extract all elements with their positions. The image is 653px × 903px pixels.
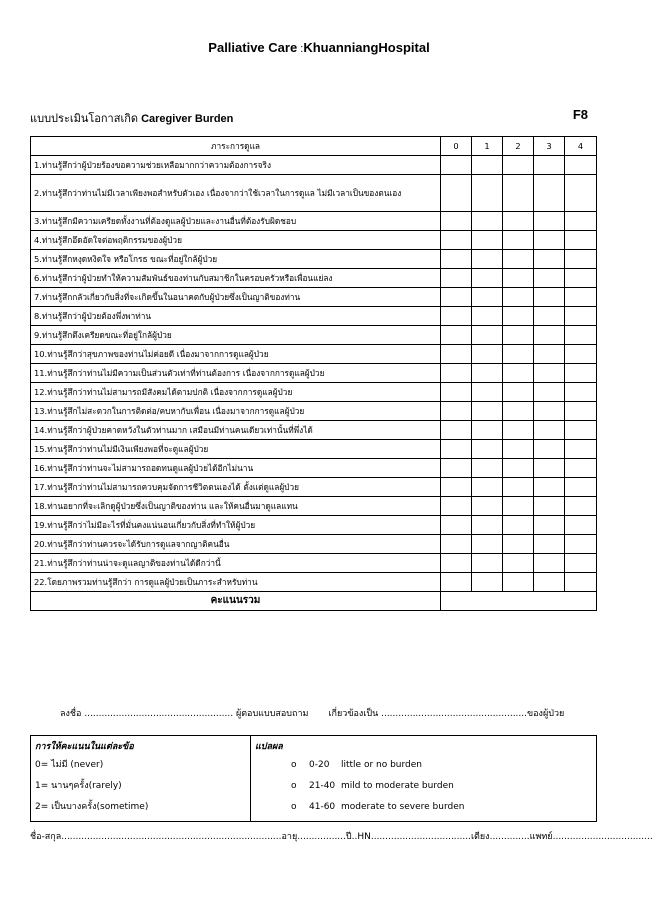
score-cell-0[interactable] bbox=[441, 326, 472, 345]
table-row bbox=[31, 212, 597, 231]
form-title-th: แบบประเมินโอกาสเกิด bbox=[30, 113, 142, 125]
scoring-item bbox=[35, 776, 246, 797]
table-row bbox=[31, 364, 597, 383]
scoring-en: (rarely) bbox=[88, 781, 122, 791]
interpretation-title: แปลผล bbox=[255, 742, 283, 752]
score-cell-3[interactable] bbox=[534, 421, 565, 440]
scoring-item bbox=[35, 797, 246, 818]
title-hospital: KhuanniangHospital bbox=[303, 40, 430, 55]
sign-role: ผู้ตอบแบบสอบถาม bbox=[233, 709, 309, 719]
score-cell-1[interactable] bbox=[472, 573, 503, 592]
score-cell-3[interactable] bbox=[534, 516, 565, 535]
table-row bbox=[31, 402, 597, 421]
question-text: 19.ท่านรู้สึกว่าไม่มีอะไรที่มั่นคงแน่นอนเกี่ยวกับสิ่งที่ทำให้ผู้ป่วย bbox=[31, 516, 441, 535]
score-cell-2[interactable] bbox=[503, 383, 534, 402]
question-text: 12.ท่านรู้สึกว่าท่านไม่สามารถมีสังคมได้ตามปกติ เนื่องจากการดูแลผู้ป่วย bbox=[31, 383, 441, 402]
score-cell-3[interactable] bbox=[534, 175, 565, 212]
score-cell-0[interactable] bbox=[441, 288, 472, 307]
score-cell-2[interactable] bbox=[503, 345, 534, 364]
score-cell-1[interactable] bbox=[472, 421, 503, 440]
table-row bbox=[31, 250, 597, 269]
question-text: 7.ท่านรู้สึกกลัวเกี่ยวกับสิ่งที่จะเกิดขึ้นในอนาคตกับผู้ป่วยซึ่งเป็นญาติของท่าน bbox=[31, 288, 441, 307]
score-cell-3[interactable] bbox=[534, 326, 565, 345]
interpretation-list bbox=[255, 755, 592, 818]
score-cell-4[interactable] bbox=[565, 535, 597, 554]
question-text: 2.ท่านรู้สึกว่าท่านไม่มีเวลาเพียงพอสำหรับตัวเอง เนื่องจากว่าใช้เวลาในการดูแล ไม่มีเวลาเป็นของตนเอง bbox=[31, 175, 441, 212]
score-cell-1[interactable] bbox=[472, 459, 503, 478]
table-row bbox=[31, 535, 597, 554]
sign-label: ลงชื่อ bbox=[60, 709, 82, 719]
score-cell-3[interactable] bbox=[534, 231, 565, 250]
score-cell-1[interactable] bbox=[472, 364, 503, 383]
score-cell-0[interactable] bbox=[441, 175, 472, 212]
score-cell-0[interactable] bbox=[441, 497, 472, 516]
interpretation-desc: mild to moderate burden bbox=[341, 781, 454, 791]
interpretation-desc: moderate to severe burden bbox=[341, 802, 465, 812]
caregiver-burden-table bbox=[30, 136, 597, 611]
score-header-3: 3 bbox=[534, 137, 565, 156]
bed-field[interactable]: .............. bbox=[489, 832, 530, 842]
score-cell-4[interactable] bbox=[565, 573, 597, 592]
table-row bbox=[31, 554, 597, 573]
score-cell-4[interactable] bbox=[565, 212, 597, 231]
score-cell-4[interactable] bbox=[565, 326, 597, 345]
score-cell-2[interactable] bbox=[503, 269, 534, 288]
table-row bbox=[31, 231, 597, 250]
score-cell-3[interactable] bbox=[534, 269, 565, 288]
score-cell-0[interactable] bbox=[441, 421, 472, 440]
scoring-title: การให้คะแนนในแต่ละข้อ bbox=[35, 742, 134, 752]
score-cell-0[interactable] bbox=[441, 402, 472, 421]
score-cell-3[interactable] bbox=[534, 554, 565, 573]
score-cell-1[interactable] bbox=[472, 231, 503, 250]
score-cell-0[interactable] bbox=[441, 383, 472, 402]
interpretation-desc: little or no burden bbox=[341, 760, 423, 770]
score-cell-4[interactable] bbox=[565, 478, 597, 497]
score-cell-3[interactable] bbox=[534, 402, 565, 421]
score-cell-2[interactable] bbox=[503, 364, 534, 383]
score-cell-3[interactable] bbox=[534, 156, 565, 175]
score-cell-2[interactable] bbox=[503, 326, 534, 345]
hn-label: ..HN bbox=[351, 832, 371, 842]
score-cell-3[interactable] bbox=[534, 212, 565, 231]
score-cell-3[interactable] bbox=[534, 440, 565, 459]
legend-table bbox=[30, 735, 597, 822]
interpretation-item bbox=[255, 797, 592, 818]
score-cell-0[interactable] bbox=[441, 535, 472, 554]
score-cell-1[interactable] bbox=[472, 345, 503, 364]
score-cell-3[interactable] bbox=[534, 307, 565, 326]
score-cell-1[interactable] bbox=[472, 478, 503, 497]
year-label: ปี bbox=[345, 832, 352, 842]
score-cell-3[interactable] bbox=[534, 250, 565, 269]
score-cell-4[interactable] bbox=[565, 383, 597, 402]
interpretation-range: 0-20 bbox=[309, 760, 330, 770]
score-header-4: 4 bbox=[565, 137, 597, 156]
interpretation-bullet: o bbox=[291, 760, 297, 770]
score-cell-1[interactable] bbox=[472, 326, 503, 345]
question-text: 17.ท่านรู้สึกว่าท่านไม่สามารถควบคุมจัดการชีวิตตนเองได้ ตั้งแต่ดูแลผู้ป่วย bbox=[31, 478, 441, 497]
bed-label: เตียง bbox=[470, 832, 490, 842]
items-body bbox=[31, 156, 597, 592]
table-row bbox=[31, 156, 597, 175]
score-cell-3[interactable] bbox=[534, 345, 565, 364]
question-text: 16.ท่านรู้สึกว่าท่านจะไม่สามารถอดทนดูแลผู้ป่วยได้อีกไม่นาน bbox=[31, 459, 441, 478]
score-cell-4[interactable] bbox=[565, 250, 597, 269]
score-cell-4[interactable] bbox=[565, 459, 597, 478]
table-row bbox=[31, 383, 597, 402]
scoring-en: (sometime) bbox=[96, 802, 149, 812]
score-cell-1[interactable] bbox=[472, 440, 503, 459]
score-cell-1[interactable] bbox=[472, 383, 503, 402]
table-row bbox=[31, 345, 597, 364]
table-row bbox=[31, 497, 597, 516]
score-cell-4[interactable] bbox=[565, 554, 597, 573]
score-cell-2[interactable] bbox=[503, 459, 534, 478]
score-cell-0[interactable] bbox=[441, 212, 472, 231]
score-cell-2[interactable] bbox=[503, 554, 534, 573]
score-cell-0[interactable] bbox=[441, 478, 472, 497]
score-cell-1[interactable] bbox=[472, 554, 503, 573]
form-heading bbox=[30, 109, 610, 127]
interpretation-range: 41-60 bbox=[309, 802, 336, 812]
scoring-th: นานๆครั้ง bbox=[48, 781, 89, 791]
score-cell-1[interactable] bbox=[472, 535, 503, 554]
score-cell-0[interactable] bbox=[441, 573, 472, 592]
score-cell-0[interactable] bbox=[441, 250, 472, 269]
interpretation-range: 21-40 bbox=[309, 781, 336, 791]
score-header-2: 2 bbox=[503, 137, 534, 156]
score-cell-4[interactable] bbox=[565, 175, 597, 212]
table-header-row bbox=[31, 137, 597, 156]
score-cell-1[interactable] bbox=[472, 156, 503, 175]
table-row bbox=[31, 421, 597, 440]
question-text: 3.ท่านรู้สึกมีความเครียดทั้งงานที่ต้องดูแลผู้ป่วยและงานอื่นที่ต้องรับผิดชอบ bbox=[31, 212, 441, 231]
doctor-field[interactable]: ................................... bbox=[552, 832, 653, 842]
question-text: 21.ท่านรู้สึกว่าท่านน่าจะดูแลญาติของท่านได้ดีกว่านี้ bbox=[31, 554, 441, 573]
question-text: 14.ท่านรู้สึกว่าผู้ป่วยคาดหวังในตัวท่านมาก เสมือนมีท่านคนเดียวเท่านั้นที่พึ่งได้ bbox=[31, 421, 441, 440]
scoring-legend bbox=[31, 736, 251, 822]
score-cell-2[interactable] bbox=[503, 250, 534, 269]
question-text: 13.ท่านรู้สึกไม่สะดวกในการติดต่อ/คบหากับเพื่อน เนื่องมาจากการดูแลผู้ป่วย bbox=[31, 402, 441, 421]
question-text: 11.ท่านรู้สึกว่าท่านไม่มีความเป็นส่วนตัวเท่าที่ท่านต้องการ เนื่องจากการดูแลผู้ป่วย bbox=[31, 364, 441, 383]
score-cell-2[interactable] bbox=[503, 307, 534, 326]
score-cell-0[interactable] bbox=[441, 459, 472, 478]
interpretation-bullet: o bbox=[291, 802, 297, 812]
score-cell-4[interactable] bbox=[565, 402, 597, 421]
score-cell-0[interactable] bbox=[441, 269, 472, 288]
score-cell-3[interactable] bbox=[534, 364, 565, 383]
score-cell-1[interactable] bbox=[472, 516, 503, 535]
question-text: 22.โดยภาพรวมท่านรู้สึกว่า การดูแลผู้ป่วยเป็นภาระสำหรับท่าน bbox=[31, 573, 441, 592]
score-cell-1[interactable] bbox=[472, 307, 503, 326]
score-cell-3[interactable] bbox=[534, 535, 565, 554]
score-cell-2[interactable] bbox=[503, 535, 534, 554]
signature-line bbox=[60, 706, 564, 720]
relation-field[interactable]: ................................................... bbox=[378, 709, 527, 719]
page-title bbox=[0, 40, 638, 55]
table-row bbox=[31, 288, 597, 307]
question-text: 9.ท่านรู้สึกตึงเครียดขณะที่อยู่ใกล้ผู้ป่วย bbox=[31, 326, 441, 345]
form-title-en: Caregiver Burden bbox=[141, 113, 234, 125]
scoring-score: 0= bbox=[35, 760, 49, 770]
score-cell-4[interactable] bbox=[565, 497, 597, 516]
question-text: 10.ท่านรู้สึกว่าสุขภาพของท่านไม่ค่อยดี เนื่องมาจากการดูแลผู้ป่วย bbox=[31, 345, 441, 364]
score-cell-0[interactable] bbox=[441, 156, 472, 175]
doctor-label: แพทย์ bbox=[529, 832, 553, 842]
score-cell-3[interactable] bbox=[534, 478, 565, 497]
scoring-list bbox=[35, 755, 246, 818]
score-cell-3[interactable] bbox=[534, 459, 565, 478]
table-row bbox=[31, 478, 597, 497]
scoring-score: 1= bbox=[35, 781, 49, 791]
title-main: Palliative Care bbox=[208, 40, 298, 55]
sign-name-field[interactable]: .................................................... bbox=[84, 709, 234, 719]
form-code: F8 bbox=[572, 107, 588, 122]
score-cell-1[interactable] bbox=[472, 497, 503, 516]
relation-label: เกี่ยวข้องเป็น bbox=[328, 709, 379, 719]
score-cell-2[interactable] bbox=[503, 573, 534, 592]
table-row bbox=[31, 440, 597, 459]
score-cell-4[interactable] bbox=[565, 440, 597, 459]
patient-name-label: ชื่อ-สกุล bbox=[30, 832, 62, 842]
table-row bbox=[31, 459, 597, 478]
scoring-score: 2= bbox=[35, 802, 49, 812]
total-score-cell[interactable] bbox=[441, 592, 597, 611]
score-cell-1[interactable] bbox=[472, 175, 503, 212]
interpretation-legend bbox=[251, 736, 597, 822]
scoring-th: ไม่มี bbox=[48, 760, 68, 770]
score-cell-1[interactable] bbox=[472, 402, 503, 421]
score-cell-2[interactable] bbox=[503, 516, 534, 535]
table-row bbox=[31, 516, 597, 535]
question-text: 18.ท่านอยากที่จะเลิกดูผู้ป่วยซึ่งเป็นญาติของท่าน และให้คนอื่นมาดูแลแทน bbox=[31, 497, 441, 516]
title-separator: : bbox=[297, 43, 304, 55]
score-cell-0[interactable] bbox=[441, 364, 472, 383]
interpretation-item bbox=[255, 755, 592, 776]
score-cell-2[interactable] bbox=[503, 288, 534, 307]
score-cell-4[interactable] bbox=[565, 421, 597, 440]
table-row bbox=[31, 269, 597, 288]
table-row bbox=[31, 326, 597, 345]
table-row bbox=[31, 307, 597, 326]
score-cell-0[interactable] bbox=[441, 231, 472, 250]
score-cell-4[interactable] bbox=[565, 288, 597, 307]
score-cell-4[interactable] bbox=[565, 307, 597, 326]
score-cell-0[interactable] bbox=[441, 440, 472, 459]
score-cell-2[interactable] bbox=[503, 212, 534, 231]
score-cell-2[interactable] bbox=[503, 402, 534, 421]
score-cell-2[interactable] bbox=[503, 175, 534, 212]
age-label: อายุ bbox=[281, 832, 298, 842]
question-text: 20.ท่านรู้สึกว่าท่านควรจะได้รับการดูแลจากญาติคนอื่น bbox=[31, 535, 441, 554]
score-cell-4[interactable] bbox=[565, 345, 597, 364]
score-cell-1[interactable] bbox=[472, 288, 503, 307]
question-text: 8.ท่านรู้สึกว่าผู้ป่วยต้องพึ่งพาท่าน bbox=[31, 307, 441, 326]
interpretation-bullet: o bbox=[291, 781, 297, 791]
interpretation-item bbox=[255, 776, 592, 797]
score-cell-4[interactable] bbox=[565, 364, 597, 383]
score-cell-2[interactable] bbox=[503, 421, 534, 440]
score-cell-4[interactable] bbox=[565, 231, 597, 250]
scoring-th: เป็นบางครั้ง bbox=[48, 802, 97, 812]
score-cell-0[interactable] bbox=[441, 307, 472, 326]
table-row bbox=[31, 175, 597, 212]
score-cell-4[interactable] bbox=[565, 156, 597, 175]
total-row bbox=[31, 592, 597, 611]
score-cell-0[interactable] bbox=[441, 554, 472, 573]
scoring-item bbox=[35, 755, 246, 776]
score-cell-2[interactable] bbox=[503, 497, 534, 516]
patient-name-field[interactable]: ............................................................................. bbox=[61, 832, 282, 842]
score-cell-4[interactable] bbox=[565, 269, 597, 288]
score-header-0: 0 bbox=[441, 137, 472, 156]
patient-info-footer bbox=[30, 829, 653, 843]
question-text: 4.ท่านรู้สึกอึดอัดใจต่อพฤติกรรมของผู้ป่วย bbox=[31, 231, 441, 250]
total-label: คะแนนรวม bbox=[31, 592, 441, 611]
score-cell-2[interactable] bbox=[503, 231, 534, 250]
score-cell-3[interactable] bbox=[534, 573, 565, 592]
question-text: 1.ท่านรู้สึกว่าผู้ป่วยร้องขอความช่วยเหลือมากกว่าความต้องการจริง bbox=[31, 156, 441, 175]
hn-field[interactable]: ................................... bbox=[370, 832, 471, 842]
score-cell-1[interactable] bbox=[472, 250, 503, 269]
score-cell-2[interactable] bbox=[503, 478, 534, 497]
score-cell-0[interactable] bbox=[441, 345, 472, 364]
score-cell-3[interactable] bbox=[534, 497, 565, 516]
score-header-1: 1 bbox=[472, 137, 503, 156]
scoring-en: (never) bbox=[67, 760, 104, 770]
table-row bbox=[31, 573, 597, 592]
score-cell-3[interactable] bbox=[534, 383, 565, 402]
score-cell-3[interactable] bbox=[534, 288, 565, 307]
score-cell-1[interactable] bbox=[472, 212, 503, 231]
age-field[interactable]: ................. bbox=[297, 832, 346, 842]
score-cell-4[interactable] bbox=[565, 516, 597, 535]
question-text: 15.ท่านรู้สึกว่าท่านไม่มีเงินเพียงพอที่จะดูแลผู้ป่วย bbox=[31, 440, 441, 459]
burden-header: ภาระการดูแล bbox=[31, 137, 441, 156]
score-cell-2[interactable] bbox=[503, 156, 534, 175]
score-cell-1[interactable] bbox=[472, 269, 503, 288]
relation-suffix: ของผู้ป่วย bbox=[527, 709, 565, 719]
score-cell-0[interactable] bbox=[441, 516, 472, 535]
score-cell-2[interactable] bbox=[503, 440, 534, 459]
question-text: 5.ท่านรู้สึกหงุดหงิดใจ หรือโกรธ ขณะที่อยู่ใกล้ผู้ป่วย bbox=[31, 250, 441, 269]
question-text: 6.ท่านรู้สึกว่าผู้ป่วยทำให้ความสัมพันธ์ของท่านกับสมาชิกในครอบครัวหรือเพื่อนแย่ลง bbox=[31, 269, 441, 288]
